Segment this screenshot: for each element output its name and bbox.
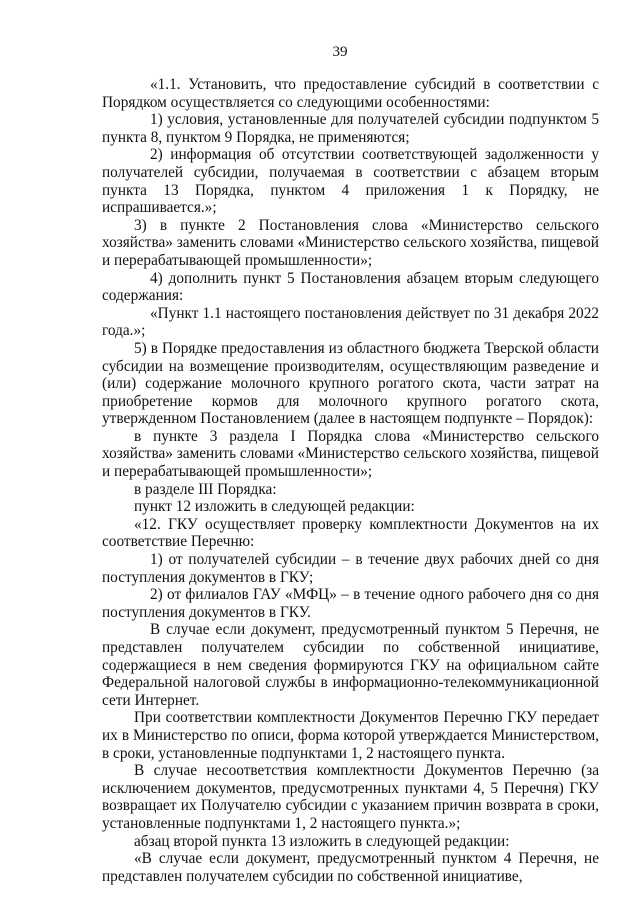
paragraph-item-4: 4) дополнить пункт 5 Постановления абзацем вторым следующего содержания: xyxy=(102,269,599,305)
paragraph-condition-2: 2) информация об отсутствии соответствующей задолженности у получателей субсидии, получаемая в соответствии с абзацем вторым пункта 13 Порядка, пунктом 4 приложения 1 к Порядку, не испрашивается.»; xyxy=(102,146,599,217)
paragraph-1-1: «1.1. Установить, что предоставление субсидий в соответствии с Порядком осуществляется со следующими особенностями: xyxy=(102,76,599,111)
paragraph-point-13: абзац второй пункта 13 изложить в следующей редакции: xyxy=(134,832,510,850)
paragraph-noncompliance: В случае несоответствия комплектности Документов Перечню (за исключением документов, предусмотренных пунктами 4, 5 Перечня) ГКУ возвращает их Получателю субсидии с указанием причин возврата в сроки, установленные подпунктами 1, 2 настоящего пункта.»; xyxy=(102,762,599,832)
paragraph-quote-1-1: «Пункт 1.1 настоящего постановления действует по 31 декабря 2022 года.»; xyxy=(102,304,599,340)
paragraph-condition-1: 1) условия, установленные для получателей субсидии подпунктом 5 пункта 8, пунктом 9 Порядка, не применяются; xyxy=(102,111,599,146)
paragraph-deadline-1: 1) от получателей субсидии – в течение двух рабочих дней со дня поступления документов в ГКУ; xyxy=(102,551,599,586)
paragraph-point-12: пункт 12 изложить в следующей редакции: xyxy=(134,498,415,516)
paragraph-section-3: в разделе III Порядка: xyxy=(134,480,277,498)
paragraph-section-1: в пункте 3 раздела I Порядка слова «Министерство сельского хозяйства» заменить словами «Министерство сельского хозяйства, пищевой и перерабатывающей промышленности»; xyxy=(102,427,599,481)
paragraph-tax-service: В случае если документ, предусмотренный пунктом 5 Перечня, не представлен получателем субсидии по собственной инициативе, содержащиеся в нем сведения формируются ГКУ на официальном сайте Федеральной налоговой службы в информационно-телекоммуникационной сети Интернет. xyxy=(102,621,599,709)
paragraph-item-3: 3) в пункте 2 Постановления слова «Министерство сельского хозяйства» заменить словами «Министерство сельского хозяйства, пищевой и перерабатывающей промышленности»; xyxy=(102,216,599,269)
document-body xyxy=(102,76,599,885)
paragraph-quote-13: «В случае если документ, предусмотренный пунктом 4 Перечня, не представлен получателем субсидии по собственной инициативе, xyxy=(102,850,599,885)
paragraph-quote-12: «12. ГКУ осуществляет проверку комплектности Документов на их соответствие Перечню: xyxy=(102,515,599,551)
paragraph-item-5: 5) в Порядке предоставления из областного бюджета Тверской области субсидии на возмещение производителям, осуществляющим разведение и (или) содержание молочного крупного рогатого скота, части затрат на приобретение кормов для молочного крупного рогатого скота, утвержденном Постановлением (далее в настоящем подпункте – Порядок): xyxy=(102,339,599,428)
paragraph-compliance: При соответствии комплектности Документов Перечню ГКУ передает их в Министерство по описи, форма которой утверждается Министерством, в сроки, установленные подпунктами 1, 2 настоящего пункта. xyxy=(102,709,599,762)
page-number: 39 xyxy=(332,44,348,60)
paragraph-deadline-2: 2) от филиалов ГАУ «МФЦ» – в течение одного рабочего дня со дня поступления документов в ГКУ. xyxy=(102,586,599,621)
